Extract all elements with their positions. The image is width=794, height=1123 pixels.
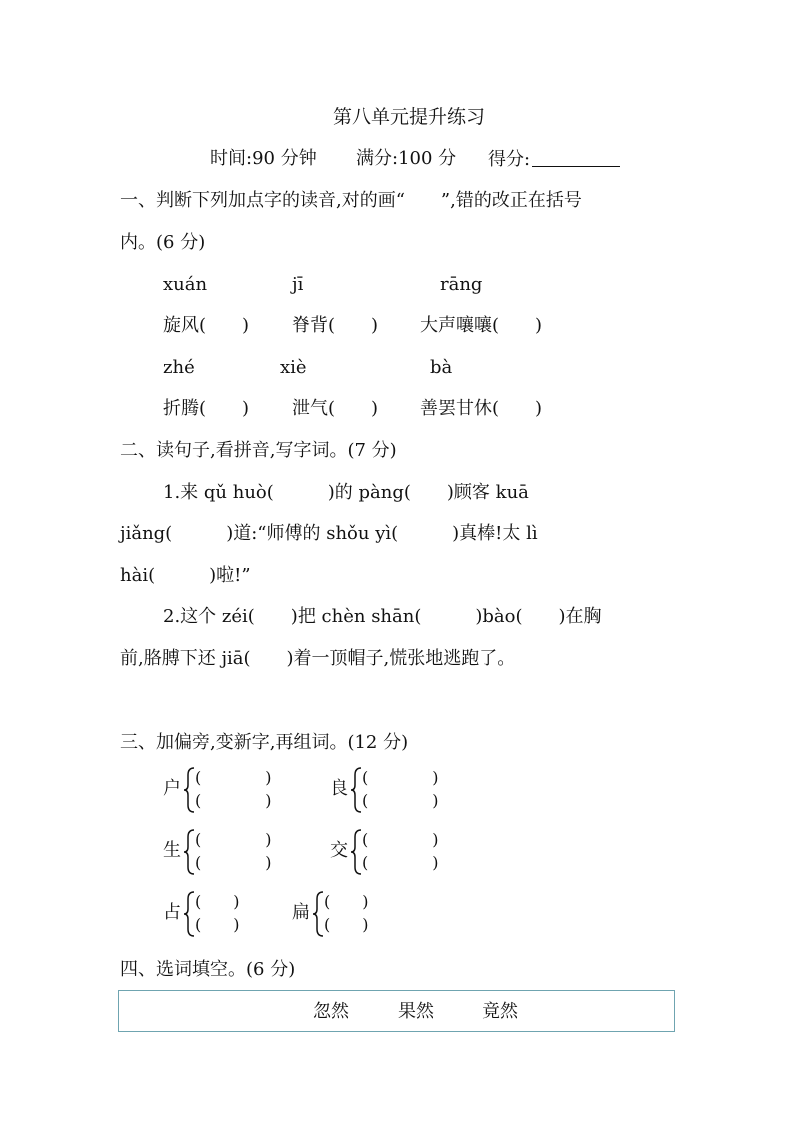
base-char-hu: 户	[163, 778, 181, 799]
word-bank-guo-ran: 果然	[398, 1001, 434, 1022]
pinyin-ba: bà	[430, 357, 453, 378]
q1-line2[interactable]: jiǎng( )道:“师傅的 shǒu yì( )真棒!太 lì	[120, 523, 538, 544]
answer-row-2[interactable]: ( )	[195, 791, 272, 810]
q1-line1[interactable]: 1.来 qǔ huò( )的 pàng( )顾客 kuā	[163, 482, 529, 503]
answer-row-1[interactable]: ( )	[195, 892, 240, 911]
section1-heading: 一、判断下列加点字的读音,对的画“ ”,错的改正在括号	[120, 190, 582, 211]
pinyin-ji: jī	[292, 274, 304, 295]
pinyin-zhe: zhé	[163, 357, 195, 378]
section4-heading: 四、选词填空。(6 分)	[120, 959, 296, 980]
page-title: 第八单元提升练习	[333, 106, 486, 128]
base-char-liang: 良	[330, 778, 348, 799]
time-limit: 时间:90 分钟	[210, 148, 317, 169]
word-bank-jing-ran: 竟然	[482, 1001, 518, 1022]
word-bank-hu-ran: 忽然	[313, 1001, 349, 1022]
word-shanbaganxiu[interactable]: 善罢甘休( )	[420, 398, 543, 419]
pinyin-xie: xiè	[280, 357, 307, 378]
answer-row-1[interactable]: ( )	[362, 768, 439, 787]
base-char-jiao: 交	[330, 840, 348, 861]
word-zheteng[interactable]: 折腾( )	[163, 398, 250, 419]
answer-row-1[interactable]: ( )	[362, 830, 439, 849]
answer-row-1[interactable]: ( )	[195, 768, 272, 787]
word-jibei[interactable]: 脊背( )	[292, 315, 379, 336]
word-xieqi[interactable]: 泄气( )	[292, 398, 379, 419]
pinyin-rang: rāng	[440, 274, 483, 295]
score-blank[interactable]	[532, 148, 620, 167]
base-char-bian: 扁	[292, 902, 310, 923]
section3-heading: 三、加偏旁,变新字,再组词。(12 分)	[120, 732, 409, 753]
word-bank-box	[118, 990, 675, 1032]
base-char-sheng: 生	[163, 840, 181, 861]
pinyin-xuan: xuán	[163, 274, 208, 295]
q2-line1[interactable]: 2.这个 zéi( )把 chèn shān( )bào( )在胸	[163, 606, 602, 627]
answer-row-1[interactable]: ( )	[195, 830, 272, 849]
score-field[interactable]	[488, 148, 620, 171]
score-label: 得分:	[488, 149, 531, 170]
answer-row-2[interactable]: ( )	[362, 791, 439, 810]
word-dashengrangrang[interactable]: 大声嚷嚷( )	[420, 315, 543, 336]
section2-heading: 二、读句子,看拼音,写字词。(7 分)	[120, 440, 397, 461]
word-xuanfeng[interactable]: 旋风( )	[163, 315, 250, 336]
q2-line2[interactable]: 前,胳膊下还 jiā( )着一顶帽子,慌张地逃跑了。	[120, 648, 516, 669]
full-score: 满分:100 分	[356, 148, 457, 169]
answer-row-2[interactable]: ( )	[195, 853, 272, 872]
answer-row-1[interactable]: ( )	[324, 892, 369, 911]
base-char-zhan: 占	[163, 902, 181, 923]
answer-row-2[interactable]: ( )	[362, 853, 439, 872]
section1-heading-cont: 内。(6 分)	[120, 232, 206, 253]
q1-line3[interactable]: hài( )啦!”	[120, 565, 251, 586]
answer-row-2[interactable]: ( )	[195, 915, 240, 934]
answer-row-2[interactable]: ( )	[324, 915, 369, 934]
